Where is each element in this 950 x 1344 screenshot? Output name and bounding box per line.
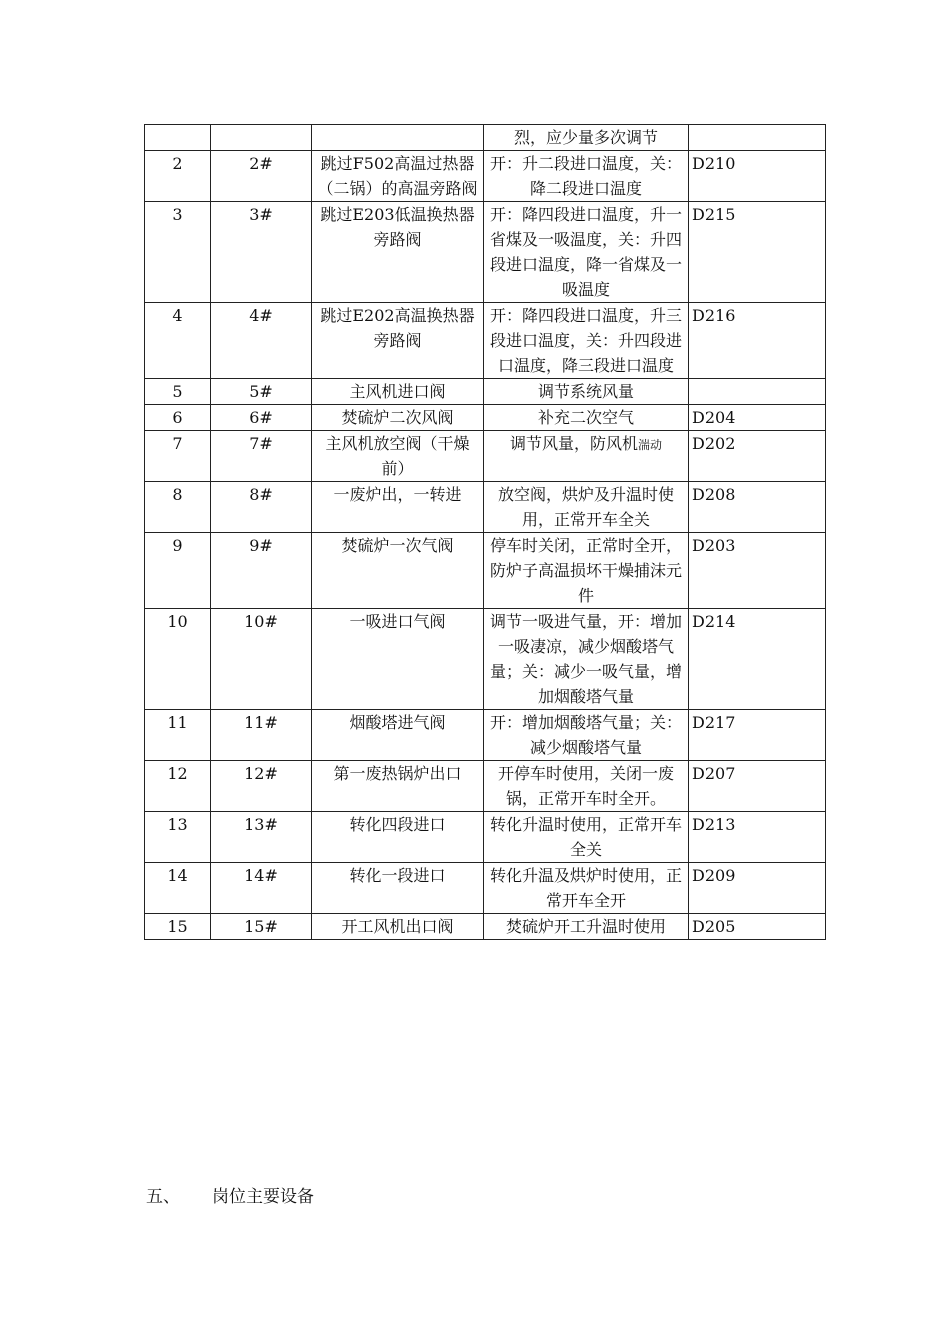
row-number: 9 xyxy=(145,533,211,609)
valve-name: 烟酸塔进气阀 xyxy=(312,710,484,761)
valve-tag: 6# xyxy=(211,405,312,431)
section-number: 五、 xyxy=(146,1187,180,1207)
row-number: 10 xyxy=(145,609,211,710)
table-row xyxy=(145,710,826,761)
table-row xyxy=(145,609,826,710)
valve-function: 开：降四段进口温度，升一省煤及一吸温度，关：升四段进口温度，降一省煤及一吸温度 xyxy=(484,202,689,303)
valve-tag: 3# xyxy=(211,202,312,303)
valve-code: D209 xyxy=(689,863,826,914)
valve-name: 跳过F502高温过热器（二锅）的高温旁路阀 xyxy=(312,151,484,202)
valve-function: 调节一吸进气量，开：增加一吸凄凉，减少烟酸塔气量；关：减少一吸气量，增加烟酸塔气量 xyxy=(484,609,689,710)
table-row xyxy=(145,533,826,609)
row-number: 14 xyxy=(145,863,211,914)
valve-function: 放空阀，烘炉及升温时使用，正常开车全关 xyxy=(484,482,689,533)
valve-tag: 12# xyxy=(211,761,312,812)
valve-tag: 8# xyxy=(211,482,312,533)
valve-function: 调节系统风量 xyxy=(484,379,689,405)
valve-name: 焚硫炉二次风阀 xyxy=(312,405,484,431)
valve-name: 一废炉出，一转进 xyxy=(312,482,484,533)
valve-name: 跳过E202高温换热器旁路阀 xyxy=(312,303,484,379)
table-row xyxy=(145,151,826,202)
valve-function: 开：降四段进口温度，升三段进口温度，关：升四段进口温度，降三段进口温度 xyxy=(484,303,689,379)
row-number: 15 xyxy=(145,914,211,940)
row-number: 13 xyxy=(145,812,211,863)
valve-name: 主风机进口阀 xyxy=(312,379,484,405)
valve-code: D202 xyxy=(689,431,826,482)
valve-name: 一吸进口气阀 xyxy=(312,609,484,710)
valve-tag: 4# xyxy=(211,303,312,379)
table-row xyxy=(145,761,826,812)
valve-tag: 2# xyxy=(211,151,312,202)
valve-name: 转化四段进口 xyxy=(312,812,484,863)
valve-tag: 11# xyxy=(211,710,312,761)
valve-function: 焚硫炉开工升温时使用 xyxy=(484,914,689,940)
valve-code: D208 xyxy=(689,482,826,533)
table-row xyxy=(145,431,826,482)
valve-function: 停车时关闭，正常时全开，防炉子高温损坏干燥捕沫元件 xyxy=(484,533,689,609)
valve-table xyxy=(144,124,826,940)
valve-function: 转化升温时使用，正常开车全关 xyxy=(484,812,689,863)
table-row xyxy=(145,125,826,151)
valve-code: D215 xyxy=(689,202,826,303)
row-number: 7 xyxy=(145,431,211,482)
row-number: 11 xyxy=(145,710,211,761)
table-row xyxy=(145,202,826,303)
valve-code xyxy=(689,379,826,405)
valve-function: 烈，应少量多次调节 xyxy=(484,125,689,151)
valve-function-tail: 湍动 xyxy=(638,438,663,452)
valve-code: D217 xyxy=(689,710,826,761)
valve-tag: 14# xyxy=(211,863,312,914)
row-number: 8 xyxy=(145,482,211,533)
valve-tag: 7# xyxy=(211,431,312,482)
valve-code: D207 xyxy=(689,761,826,812)
row-number: 4 xyxy=(145,303,211,379)
table-row xyxy=(145,863,826,914)
valve-name: 主风机放空阀（干燥前） xyxy=(312,431,484,482)
table-row xyxy=(145,812,826,863)
valve-tag: 5# xyxy=(211,379,312,405)
valve-name xyxy=(312,125,484,151)
row-number: 5 xyxy=(145,379,211,405)
valve-tag xyxy=(211,125,312,151)
valve-function xyxy=(484,431,689,482)
valve-name: 第一废热锅炉出口 xyxy=(312,761,484,812)
valve-function: 开：增加烟酸塔气量；关：减少烟酸塔气量 xyxy=(484,710,689,761)
valve-function: 补充二次空气 xyxy=(484,405,689,431)
valve-function: 开停车时使用，关闭一废锅，正常开车时全开。 xyxy=(484,761,689,812)
section-heading xyxy=(146,1184,314,1210)
valve-name: 转化一段进口 xyxy=(312,863,484,914)
table-row xyxy=(145,482,826,533)
valve-function-main: 调节风量，防风机 xyxy=(509,434,638,453)
valve-name: 跳过E203低温换热器旁路阀 xyxy=(312,202,484,303)
table-row xyxy=(145,405,826,431)
valve-tag: 13# xyxy=(211,812,312,863)
valve-code: D213 xyxy=(689,812,826,863)
row-number: 6 xyxy=(145,405,211,431)
valve-function: 开：升二段进口温度，关：降二段进口温度 xyxy=(484,151,689,202)
valve-code: D203 xyxy=(689,533,826,609)
valve-code: D204 xyxy=(689,405,826,431)
valve-code: D214 xyxy=(689,609,826,710)
row-number: 12 xyxy=(145,761,211,812)
valve-name: 开工风机出口阀 xyxy=(312,914,484,940)
valve-code: D210 xyxy=(689,151,826,202)
row-number: 3 xyxy=(145,202,211,303)
table-row xyxy=(145,303,826,379)
valve-code: D205 xyxy=(689,914,826,940)
table-row xyxy=(145,379,826,405)
valve-code xyxy=(689,125,826,151)
valve-function: 转化升温及烘炉时使用，正常开车全开 xyxy=(484,863,689,914)
valve-code: D216 xyxy=(689,303,826,379)
valve-tag: 10# xyxy=(211,609,312,710)
valve-name: 焚硫炉一次气阀 xyxy=(312,533,484,609)
row-number xyxy=(145,125,211,151)
section-title: 岗位主要设备 xyxy=(212,1187,314,1207)
valve-tag: 15# xyxy=(211,914,312,940)
row-number: 2 xyxy=(145,151,211,202)
table-row xyxy=(145,914,826,940)
valve-tag: 9# xyxy=(211,533,312,609)
